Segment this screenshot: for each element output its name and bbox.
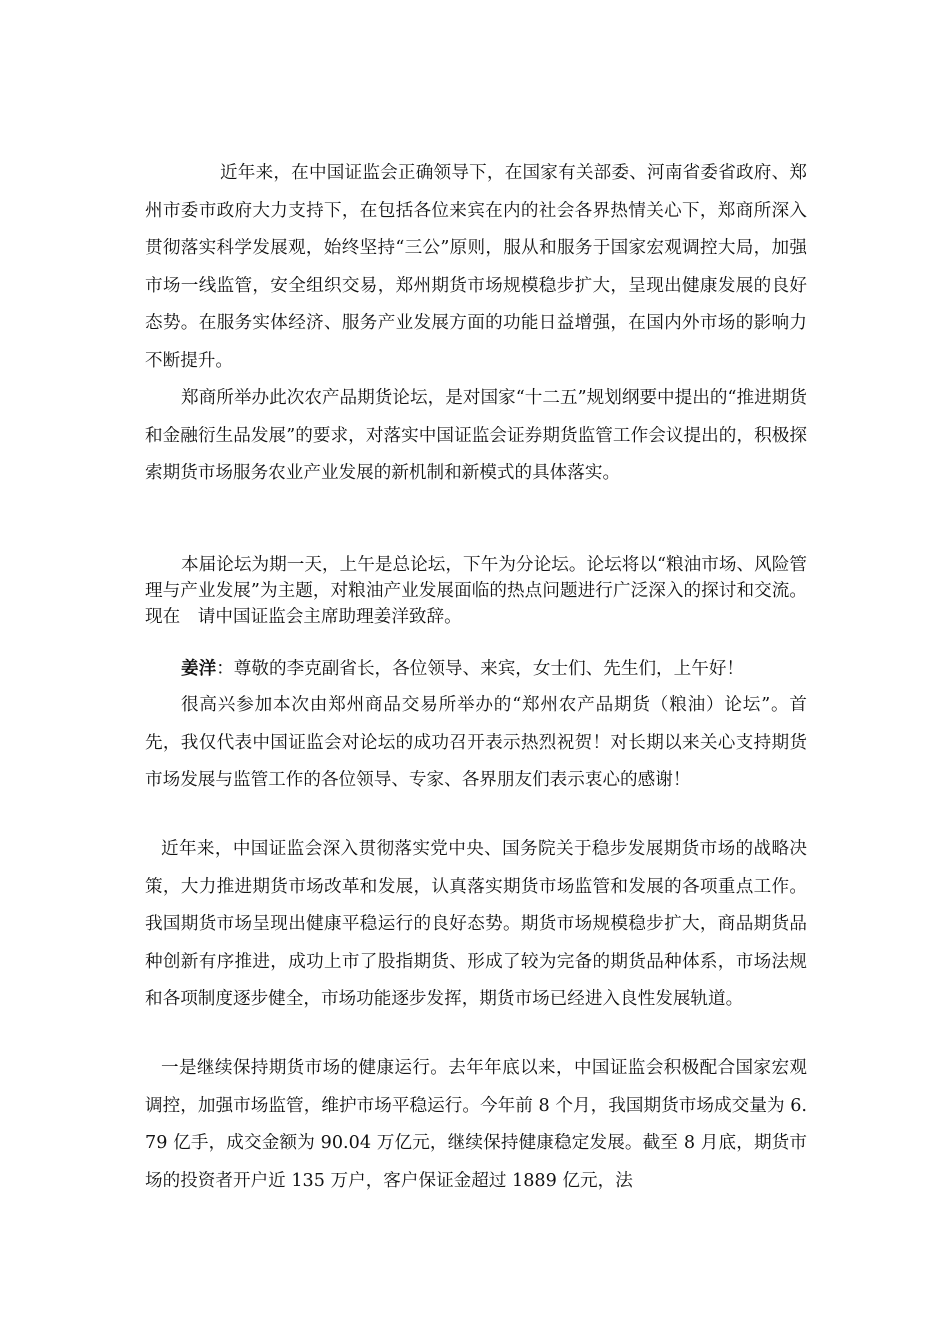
paragraph-forum-agenda: 本届论坛为期一天，上午是总论坛，下午为分论坛。论坛将以“粮油市场、风险管理与产业发展”为主题，对粮油产业发展面临的热点问题进行广泛深入的探讨和交流。现在 请中国证监会主席助理姜洋致辞。 bbox=[145, 555, 807, 627]
speaker-greeting-text: ：尊敬的李克副省长，各位领导、来宾，女士们、先生们，上午好！ bbox=[216, 659, 745, 679]
paragraph-speaker-greeting bbox=[145, 650, 807, 689]
paragraph-opening-remarks: 近年来，在中国证监会正确领导下，在国家有关部委、河南省委省政府、郑州市委市政府大力支持下，在包括各位来宾在内的社会各界热情关心下，郑商所深入贯彻落实科学发展观，始终坚持“三公”原则，服从和服务于国家宏观调控大局，加强市场一线监管，安全组织交易，郑州期货市场规模稳步扩大，呈现出健康发展的良好态势。在服务实体经济、服务产业发展方面的功能日益增强，在国内外市场的影响力不断提升。 bbox=[145, 163, 807, 371]
paragraph-congratulations: 很高兴参加本次由郑州商品交易所举办的“郑州农产品期货（粮油）论坛”。首先，我仅代表中国证监会对论坛的成功召开表示热烈祝贺！对长期以来关心支持期货市场发展与监管工作的各位领导、专家、各界朋友们表示衷心的感谢！ bbox=[145, 695, 807, 791]
speaker-name: 姜洋 bbox=[181, 658, 217, 679]
paragraph-recent-progress: 近年来，中国证监会深入贯彻落实党中央、国务院关于稳步发展期货市场的战略决策，大力推进期货市场改革和发展，认真落实期货市场监管和发展的各项重点工作。我国期货市场呈现出健康平稳运行的良好态势。期货市场规模稳步扩大，商品期货品种创新有序推进，成功上市了股指期货、形成了较为完备的期货品种体系，市场法规和各项制度逐步健全，市场功能逐步发挥，期货市场已经进入良性发展轨道。 bbox=[145, 839, 807, 1010]
paragraph-forum-purpose: 郑商所举办此次农产品期货论坛，是对国家“十二五”规划纲要中提出的“推进期货和金融衍生品发展”的要求，对落实中国证监会证券期货监管工作会议提出的，积极探索期货市场服务农业产业发展的新机制和新模式的具体落实。 bbox=[145, 388, 807, 484]
paragraph-market-operation: 一是继续保持期货市场的健康运行。去年年底以来，中国证监会积极配合国家宏观调控，加强市场监管，维护市场平稳运行。今年前 8 个月，我国期货市场成交量为 6.79 亿手，成交金额为 90.04 万亿元，继续保持健康稳定发展。截至 8 月底，期货市场的投资者开户近 135 万户，客户保证金超过 1889 亿元，法 bbox=[145, 1058, 807, 1191]
